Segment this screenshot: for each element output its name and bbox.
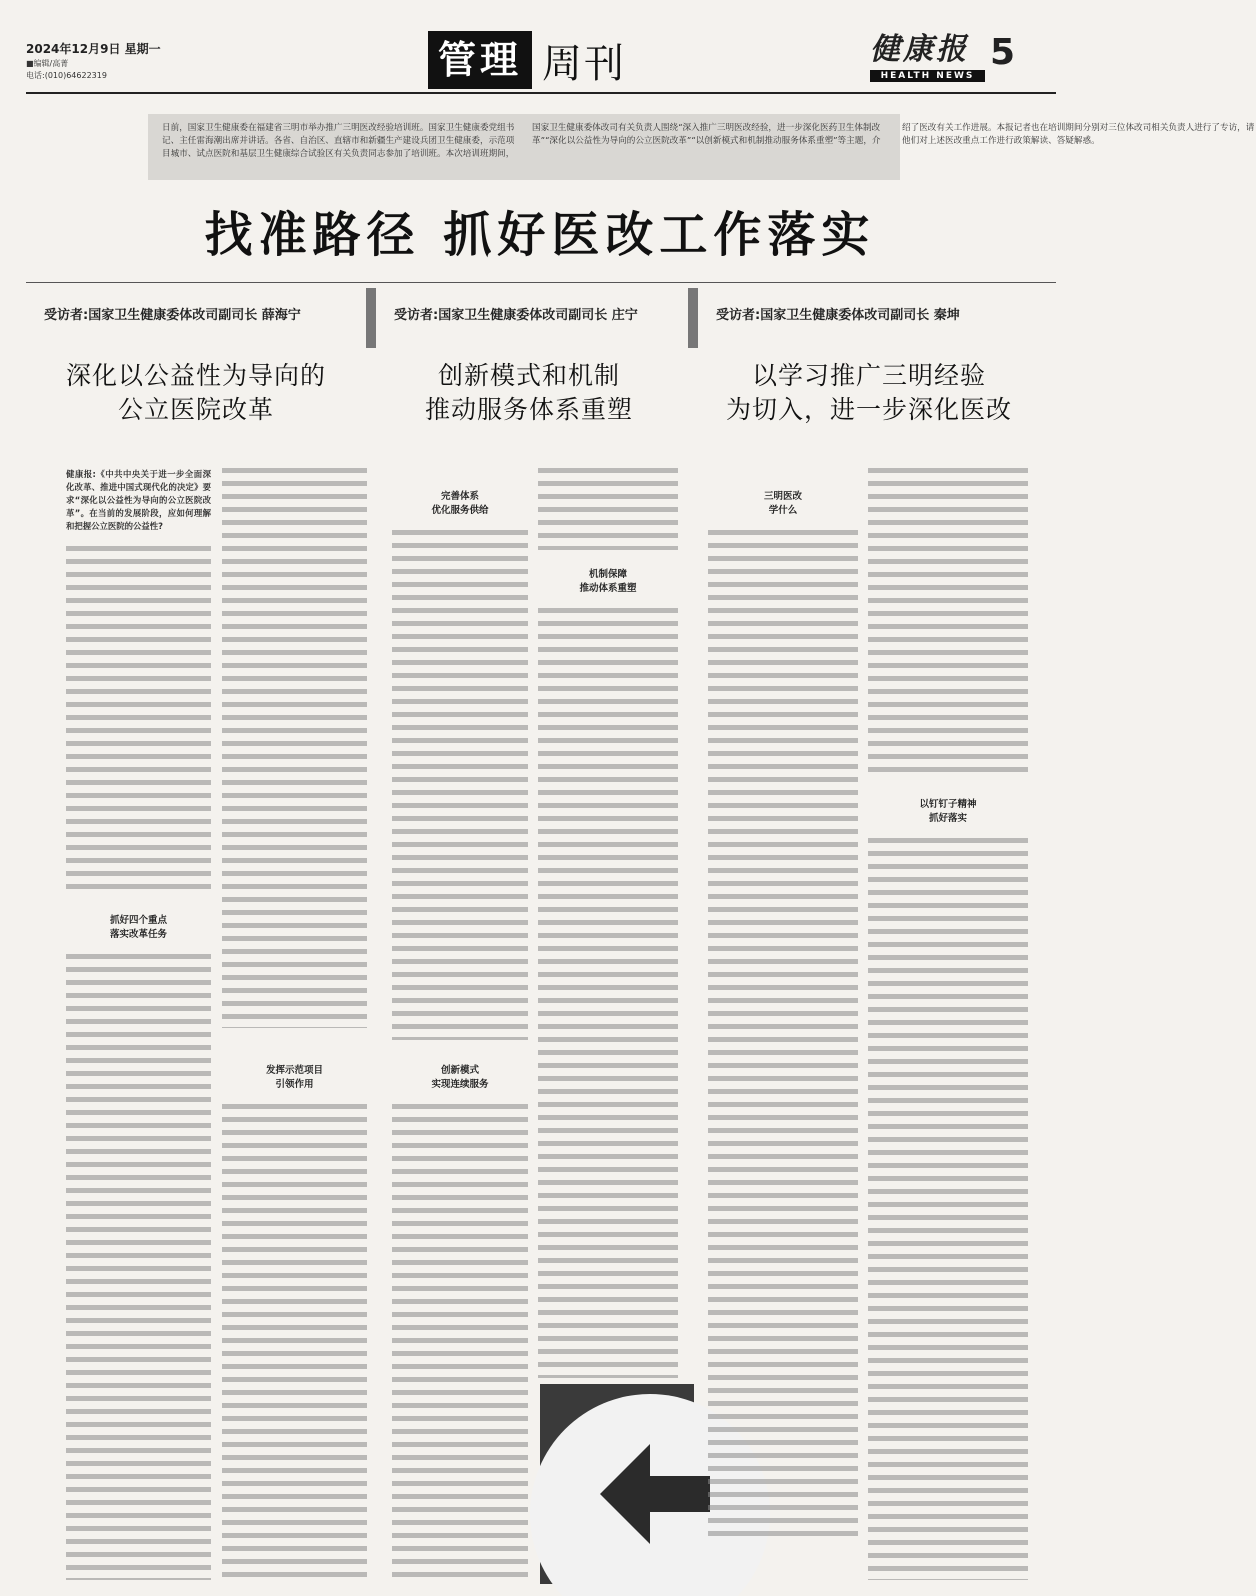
logo-chinese: 健康报 [870,32,969,67]
section-title-bold: 管理 [428,31,532,89]
lead-question [66,468,211,540]
section-title: 以钉钉子精神 抓好落实 [919,799,977,824]
section-title: 机制保障 推动体系重塑 [579,569,637,594]
column-separator [688,288,698,348]
interviewee-line: 受访者:国家卫生健康委体改司副司长 庄宁 [394,308,638,323]
subhead-line: 为切入，进一步深化医改 [725,395,1012,424]
newspaper-logo [870,32,985,82]
headline-rule [26,282,1056,283]
section-masthead [428,30,656,90]
logo-english: HEALTH NEWS [870,70,985,82]
page-headline: 找准路径 抓好医改工作落实 [204,207,876,263]
body-text [392,530,528,1040]
editor-credit: ■编辑/高菁 [26,59,69,68]
section-title: 完善体系 优化服务供给 [431,491,489,516]
editor-phone: 电话:(010)64622319 [26,71,107,80]
body-text [222,468,367,1028]
interviewee-line: 受访者:国家卫生健康委体改司副司长 薛海宁 [44,308,301,323]
section-title: 创新模式 实现连续服务 [431,1065,489,1090]
subhead-line: 公立医院改革 [117,395,274,424]
page-number: 5 [990,32,1016,73]
body-text [222,1104,367,1580]
article-column-1 [26,290,366,1580]
arrow-sign-photo [540,1384,694,1584]
body-text [868,468,1028,778]
body-text [538,608,678,1378]
question-text: 健康报:《中共中央关于进一步全面深化改革、推进中国式现代化的决定》要求“深化以公益性为导向的公立医院改革”。在当前的发展阶段，应如何理解和把握公立医院的公益性? [66,469,211,531]
body-text [868,838,1028,1580]
interviewee-line: 受访者:国家卫生健康委体改司副司长 秦坤 [716,308,960,323]
body-text [392,1104,528,1580]
subhead-line: 深化以公益性为导向的 [65,361,326,390]
section-title: 抓好四个重点 落实改革任务 [109,915,167,940]
article-subhead [698,359,1040,427]
section-title: 三明医改 学什么 [763,491,802,516]
body-text [708,530,858,1540]
intro-box: 日前，国家卫生健康委在福建省三明市举办推广三明医改经验培训班。国家卫生健康委党组书记、主任雷海潮出席并讲话。各省、自治区、直辖市和新疆生产建设兵团卫生健康委，示范项目城市、试点医院和基层卫生健康综合试验区有关负责同志参加了培训班。本次培训班期间，国家卫生健康委体改司有关负责人围绕“深入推广三明医改经验，进一步深化医药卫生体制改革”“深化以公益性为导向的公立医院改革”“以创新模式和机制推动服务体系重塑”等主题，介绍了医改有关工作进展。本报记者也在培训期间分别对三位体改司相关负责人进行了专访，请他们对上述医改重点工作进行政策解读、答疑解惑。 [148,114,900,180]
subhead-line: 创新模式和机制 [437,361,620,390]
body-text [538,468,678,550]
section-title: 发挥示范项目 引领作用 [265,1065,323,1090]
article-subhead [26,359,366,427]
issue-date: 2024年12月9日 星期一 [26,42,161,56]
subhead-line: 推动服务体系重塑 [424,395,633,424]
article-column-3 [698,290,1040,1580]
body-text [66,546,211,896]
body-text [66,954,211,1580]
arrow-icon [540,1384,694,1584]
article-subhead [376,359,682,427]
subhead-line: 以学习推广三明经验 [751,361,986,390]
column-separator [366,288,376,348]
section-title-thin: 周刊 [542,40,627,87]
header-rule [26,92,1056,94]
